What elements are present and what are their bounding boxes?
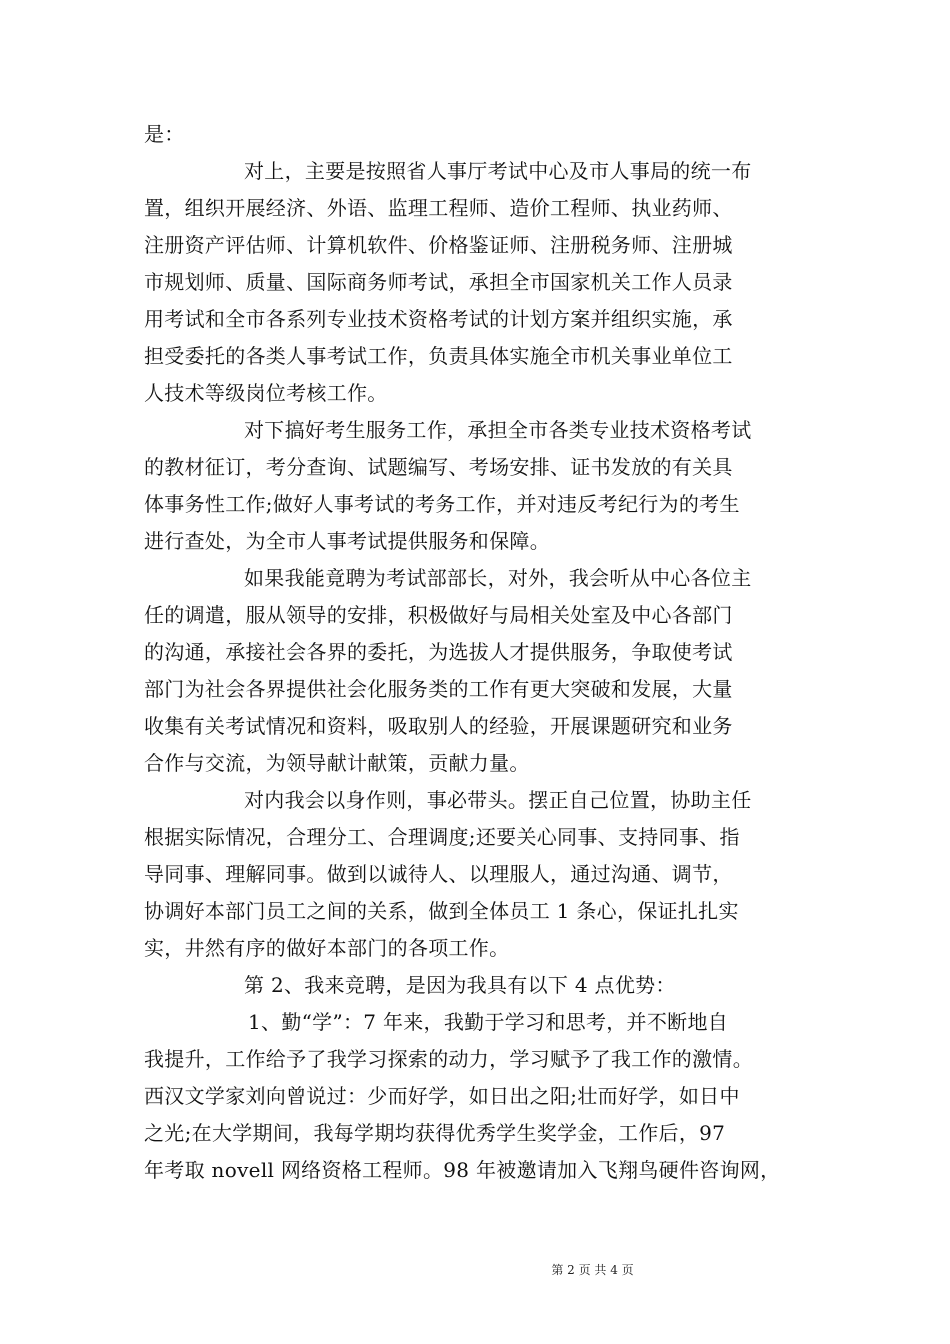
text-line: 进行查处，为全市人事考试提供服务和保障。 [144, 529, 550, 553]
text-line: 西汉文学家刘向曾说过：少而好学，如日出之阳;壮而好学，如日中 [144, 1084, 740, 1108]
text-line: 导同事、理解同事。做到以诚待人、以理服人，通过沟通、调节， [144, 862, 733, 886]
text-line: 的沟通，承接社会各界的委托，为选拔人才提供服务，争取使考试 [144, 640, 733, 664]
text-line: 年考取 novell 网络资格工程师。98 年被邀请加入飞翔鸟硬件咨询网， [144, 1158, 781, 1182]
text-line: 任的调遣，服从领导的安排，积极做好与局相关处室及中心各部门 [144, 603, 733, 627]
text-line: 置，组织开展经济、外语、监理工程师、造价工程师、执业药师、 [144, 196, 733, 220]
text-line: 的教材征订，考分查询、试题编写、考场安排、证书发放的有关具 [144, 455, 733, 479]
text-line: 1、勤“学”：7 年来，我勤于学习和思考，并不断地自 [248, 1010, 729, 1034]
text-line: 体事务性工作;做好人事考试的考务工作，并对违反考纪行为的考生 [144, 492, 740, 516]
text-line: 对内我会以身作则，事必带头。摆正自己位置，协助主任 [244, 788, 752, 812]
page-number-footer: 第 2 页 共 4 页 [551, 1263, 634, 1277]
text-line: 合作与交流，为领导献计献策，贡献力量。 [144, 751, 530, 775]
text-line: 注册资产评估师、计算机软件、价格鉴证师、注册税务师、注册城 [144, 233, 733, 257]
text-line: 收集有关考试情况和资料，吸取别人的经验，开展课题研究和业务 [144, 714, 733, 738]
text-line: 我提升，工作给予了我学习探索的动力，学习赋予了我工作的激情。 [144, 1047, 753, 1071]
text-line: 部门为社会各界提供社会化服务类的工作有更大突破和发展，大量 [144, 677, 733, 701]
body-text [144, 116, 812, 1189]
text-line: 如果我能竟聘为考试部部长，对外，我会听从中心各位主 [244, 566, 752, 590]
text-line: 担受委托的各类人事考试工作，负责具体实施全市机关事业单位工 [144, 344, 733, 368]
text-line: 人技术等级岗位考核工作。 [144, 381, 388, 405]
text-line: 之光;在大学期间，我每学期均获得优秀学生奖学金，工作后，97 [144, 1121, 726, 1145]
text-line: 协调好本部门员工之间的关系，做到全体员工 1 条心，保证扎扎实 [144, 899, 739, 923]
text-line: 是： [144, 122, 185, 146]
text-line: 用考试和全市各系列专业技术资格考试的计划方案并组织实施，承 [144, 307, 733, 331]
text-line: 根据实际情况，合理分工、合理调度;还要关心同事、支持同事、指 [144, 825, 740, 849]
text-line: 实，井然有序的做好本部门的各项工作。 [144, 936, 510, 960]
text-line: 第 2、我来竞聘，是因为我具有以下 4 点优势： [244, 973, 676, 997]
text-line: 对下搞好考生服务工作，承担全市各类专业技术资格考试 [244, 418, 752, 442]
text-line: 市规划师、质量、国际商务师考试，承担全市国家机关工作人员录 [144, 270, 733, 294]
text-line: 对上，主要是按照省人事厅考试中心及市人事局的统一布 [244, 159, 752, 183]
